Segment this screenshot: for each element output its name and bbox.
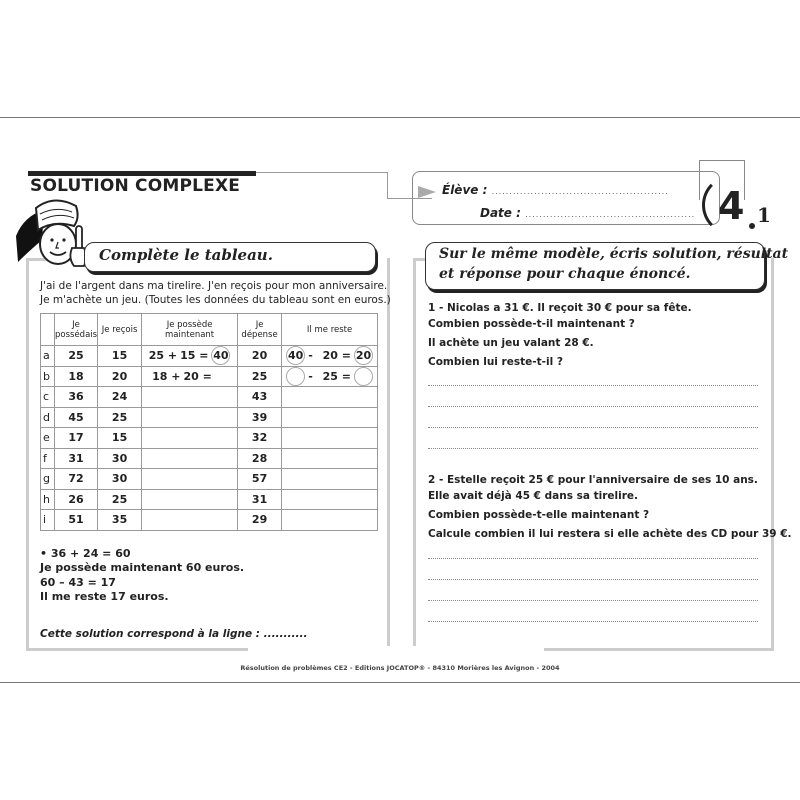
cell-recois: 24 [98,387,142,408]
table-header-row [41,314,378,346]
cell-possede[interactable]: 18 + 20 = [142,366,238,387]
page-title: SOLUTION COMPLEXE [30,176,241,196]
cell-possedais: 45 [55,407,98,428]
cell-depense: 57 [238,469,282,490]
cell-reste[interactable]: - 25 = [282,366,378,387]
instruction-right-line2: et réponse pour chaque énoncé. [439,266,691,282]
row-label: b [41,366,55,387]
table-row [41,469,378,490]
answer-circle[interactable] [286,367,305,386]
cell-recois: 20 [98,366,142,387]
table-row [41,510,378,531]
problem-2-line-1: 2 - Estelle reçoit 25 € pour l'anniversaire de ses 10 ans. [428,474,758,486]
problem-intro [40,279,391,307]
problem-1-line-3: Il achète un jeu valant 28 €. [428,337,594,349]
cell-depense: 29 [238,510,282,531]
row-label: d [41,407,55,428]
answer-line[interactable] [428,448,758,449]
cell-reste[interactable] [282,387,378,408]
table-row [41,407,378,428]
header-depense: Je dépense [238,314,282,346]
cell-reste[interactable] [282,407,378,428]
instruction-banner-left [84,242,376,272]
eleve-label: Élève : [442,183,488,197]
solution-line: Il me reste 17 euros. [40,589,169,603]
arrow-right-icon [418,186,436,198]
cell-depense: 43 [238,387,282,408]
problem-1-line-2: Combien possède-t-il maintenant ? [428,318,635,330]
cell-recois: 25 [98,489,142,510]
cell-recois: 35 [98,510,142,531]
answer-line[interactable] [428,406,758,407]
cell-possede[interactable] [142,489,238,510]
title-connector-vertical [387,172,388,199]
instruction-banner-right [425,242,789,290]
footer-credit: Résolution de problèmes CE2 - Editions JOCATOP® - 84310 Morières les Avignon - 2004 [240,664,560,672]
table-row [41,489,378,510]
solution-line: Je possède maintenant 60 euros. [40,561,245,575]
cell-possedais: 36 [55,387,98,408]
date-field[interactable] [480,206,695,220]
cell-depense: 39 [238,407,282,428]
table-row [41,428,378,449]
row-label: g [41,469,55,490]
cell-depense: 28 [238,448,282,469]
footer-gap [248,646,544,658]
solution-line: 60 – 43 = 17 [40,575,116,589]
header-possede-maintenant: Je possède maintenant [142,314,238,346]
answer-line[interactable] [428,558,758,559]
date-label: Date : [480,206,521,220]
cell-depense: 20 [238,346,282,367]
cell-possede[interactable] [142,407,238,428]
table-row [41,366,378,387]
row-label: h [41,489,55,510]
problem-2-line-3: Combien possède-t-elle maintenant ? [428,509,650,521]
sheet-number-major: 4 [718,184,745,228]
title-connector-line [256,172,388,173]
cell-possede[interactable]: 25 + 15 = 40 [142,346,238,367]
row-label: a [41,346,55,367]
cell-recois: 30 [98,469,142,490]
cell-possede[interactable] [142,448,238,469]
cell-recois: 15 [98,428,142,449]
cell-possedais: 72 [55,469,98,490]
eleve-dots: .................................................. [491,187,669,196]
answer-line[interactable] [428,385,758,386]
cell-reste[interactable]: 40 - 20 = 20 [282,346,378,367]
cell-possede[interactable] [142,510,238,531]
row-label: f [41,448,55,469]
answer-line[interactable] [428,600,758,601]
table-row [41,448,378,469]
answer-circle[interactable] [354,367,373,386]
money-table [40,313,378,531]
cell-depense: 25 [238,366,282,387]
sheet-number-minor: 1 [757,203,771,227]
answer-line[interactable] [428,621,758,622]
header-reste: Il me reste [282,314,378,346]
header-label-col [41,314,55,346]
answer-circle[interactable]: 40 [286,346,305,365]
answer-circle[interactable]: 40 [211,346,230,365]
problem-2-line-2: Elle avait déjà 45 € dans sa tirelire. [428,490,639,502]
row-label: e [41,428,55,449]
date-dots: ................................................ [525,210,696,219]
row-label: i [41,510,55,531]
cell-reste[interactable] [282,428,378,449]
table-row [41,387,378,408]
header-recois: Je reçois [98,314,142,346]
cell-recois: 15 [98,346,142,367]
cell-recois: 30 [98,448,142,469]
problem-1-line-1: 1 - Nicolas a 31 €. Il reçoit 30 € pour sa fête. [428,302,692,314]
cell-recois: 25 [98,407,142,428]
header-possedais: Je possédais [55,314,98,346]
problem-2-line-4: Calcule combien il lui restera si elle achète des CD pour 39 €. [428,528,792,540]
sample-solution [40,547,244,604]
cell-reste[interactable] [282,489,378,510]
instruction-left: Complète le tableau. [99,246,273,264]
answer-line[interactable] [428,427,758,428]
cell-possedais: 31 [55,448,98,469]
instruction-right-line1: Sur le même modèle, écris solution, résultat [439,246,789,262]
cell-possedais: 18 [55,366,98,387]
cell-possedais: 17 [55,428,98,449]
cell-reste[interactable] [282,469,378,490]
cell-reste[interactable] [282,448,378,469]
intro-line-1: J'ai de l'argent dans ma tirelire. J'en reçois pour mon anniversaire. [40,280,388,292]
cell-possede[interactable] [142,469,238,490]
cell-possede[interactable] [142,387,238,408]
correspond-line-field[interactable]: Cette solution correspond à la ligne : ........... [40,628,308,640]
answer-line[interactable] [428,579,758,580]
cell-possedais: 25 [55,346,98,367]
cell-depense: 31 [238,489,282,510]
cell-depense: 32 [238,428,282,449]
table-row [41,346,378,367]
intro-line-2: Je m'achète un jeu. (Toutes les données du tableau sont en euros.) [40,294,391,306]
problem-1-line-4: Combien lui reste-t-il ? [428,356,563,368]
sheet-number-dot [749,223,755,229]
answer-circle[interactable]: 20 [354,346,373,365]
cell-possedais: 26 [55,489,98,510]
cell-possedais: 51 [55,510,98,531]
row-label: c [41,387,55,408]
eleve-field[interactable] [442,183,669,197]
cell-possede[interactable] [142,428,238,449]
solution-line: • 36 + 24 = 60 [40,547,131,560]
cell-reste[interactable] [282,510,378,531]
